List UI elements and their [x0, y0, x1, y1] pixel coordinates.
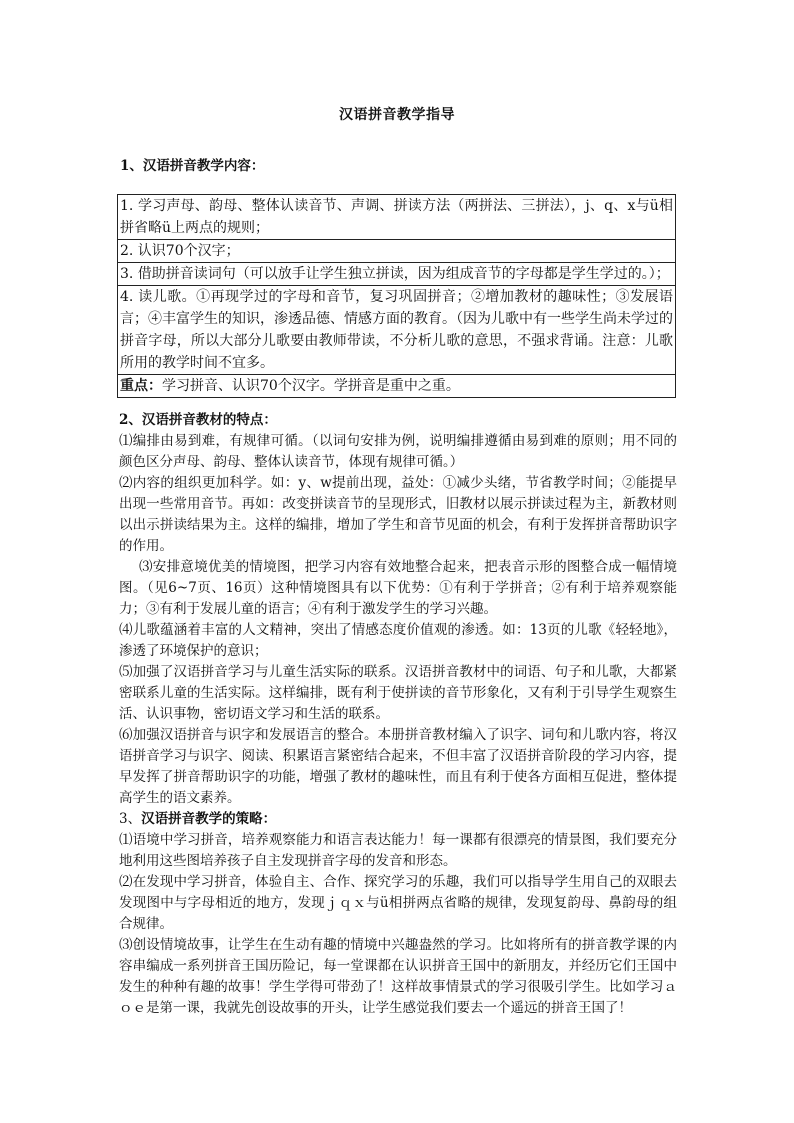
section-1-heading: 1、汉语拼音教学内容：	[120, 158, 265, 174]
table-cell: 1. 学习声母、韵母、整体认读音节、声调、拼读方法（两拼法、三拼法），j、q、x与ü相拼省略ü上两点的规则；	[118, 195, 676, 240]
section-3-number: 3、	[119, 811, 142, 827]
section-2	[119, 410, 677, 1019]
table-cell: 3. 借助拼音读词句（可以放手让学生独立拼读，因为组成音节的字母都是学生学过的。）；	[118, 263, 676, 286]
key-point-text: 学习拼音、认识70个汉字。学拼音是重中之重。	[162, 378, 460, 394]
key-point-label: 重点：	[120, 378, 162, 394]
paragraph: ⑸加强了汉语拼音学习与儿童生活实际的联系。汉语拼音教材中的词语、句子和儿歌，大都紧密联系儿童的生活实际。这样编排，既有利于使拼读的音节形象化，又有利于引导学生观察生活、认识事物，密切语文学习和生活的联系。	[119, 664, 677, 722]
table-row	[118, 195, 676, 240]
table-row-key-point	[118, 375, 676, 398]
paragraph: ⑹加强汉语拼音与识字和发展语言的整合。本册拼音教材编入了识字、词句和儿歌内容，将汉语拼音学习与识字、阅读、积累语言紧密结合起来，不但丰富了汉语拼音阶段的学习内容，提早发挥了拼音帮助识字的功能，增强了教材的趣味性，而且有利于使各方面相互促进，整体提高学生的语文素养。	[119, 727, 677, 806]
paragraph: ⑶创设情境故事，让学生在生动有趣的情境中兴趣盎然的学习。比如将所有的拼音教学课的内容串编成一系列拼音王国历险记，每一堂课都在认识拼音王国中的新朋友，并经历它们王国中发生的种种有趣的故事！学生学得可带劲了！这样故事情景式的学习很吸引学生。比如学习ａｏｅ是第一课，我就先创设故事的开头，让学生感觉我们要去一个遥远的拼音王国了！	[119, 937, 677, 1016]
section-3-heading	[119, 809, 677, 830]
paragraph: ⑷儿歌蕴涵着丰富的人文精神，突出了情感态度价值观的渗透。如：13页的儿歌《轻轻地》，渗透了环境保护的意识；	[119, 622, 677, 659]
table-cell: 4. 读儿歌。①再现学过的字母和音节，复习巩固拼音；②增加教材的趣味性；③发展语言；④丰富学生的知识，渗透品德、情感方面的教育。（因为儿歌中有一些学生尚未学过的拼音字母，所以大部分儿歌要由教师带读，不分析儿歌的意思，不强求背诵。注意：儿歌所用的教学时间不宜多。	[118, 286, 676, 375]
paragraph: ⑴语境中学习拼音，培养观察能力和语言表达能力！每一课都有很漂亮的情景图，我们要充分地利用这些图培养孩子自主发现拼音字母的发音和形态。	[119, 832, 677, 869]
paragraph: ⑵在发现中学习拼音，体验自主、合作、探究学习的乐趣，我们可以指导学生用自己的双眼去发现图中与字母相近的地方，发现ｊｑｘ与ü相拼两点省略的规律，发现复韵母、鼻韵母的组合规律。	[119, 874, 677, 932]
table-row	[118, 240, 676, 263]
section-3-title: 汉语拼音教学的策略：	[141, 811, 277, 827]
table-row	[118, 286, 676, 375]
paragraph: ⑶安排意境优美的情境图，把学习内容有效地整合起来，把表音示形的图整合成一幅情境图。（见6~7页、16页）这种情境图具有以下优势：①有利于学拼音；②有利于培养观察能力；③有利于发展儿童的语言；④有利于激发学生的学习兴趣。	[119, 559, 677, 617]
document-title: 汉语拼音教学指导	[339, 107, 455, 123]
paragraph: ⑴编排由易到难，有规律可循。（以词句安排为例，说明编排遵循由易到难的原则；用不同的颜色区分声母、韵母、整体认读音节，体现有规律可循。）	[119, 433, 677, 470]
table-cell	[118, 375, 676, 398]
table-cell: 2. 认识70个汉字；	[118, 240, 676, 263]
paragraph: ⑵内容的组织更加科学。如：y、w提前出现，益处：①减少头绪，节省教学时间；②能提早出现一些常用音节。再如：改变拼读音节的呈现形式，旧教材以展示拼读过程为主，新教材则以出示拼读结果为主。这样的编排，增加了学生和音节见面的机会，有利于发挥拼音帮助识字的作用。	[119, 475, 677, 554]
table-row	[118, 263, 676, 286]
section-2-heading: 2、汉语拼音教材的特点：	[119, 412, 277, 428]
teaching-content-table	[117, 194, 676, 398]
